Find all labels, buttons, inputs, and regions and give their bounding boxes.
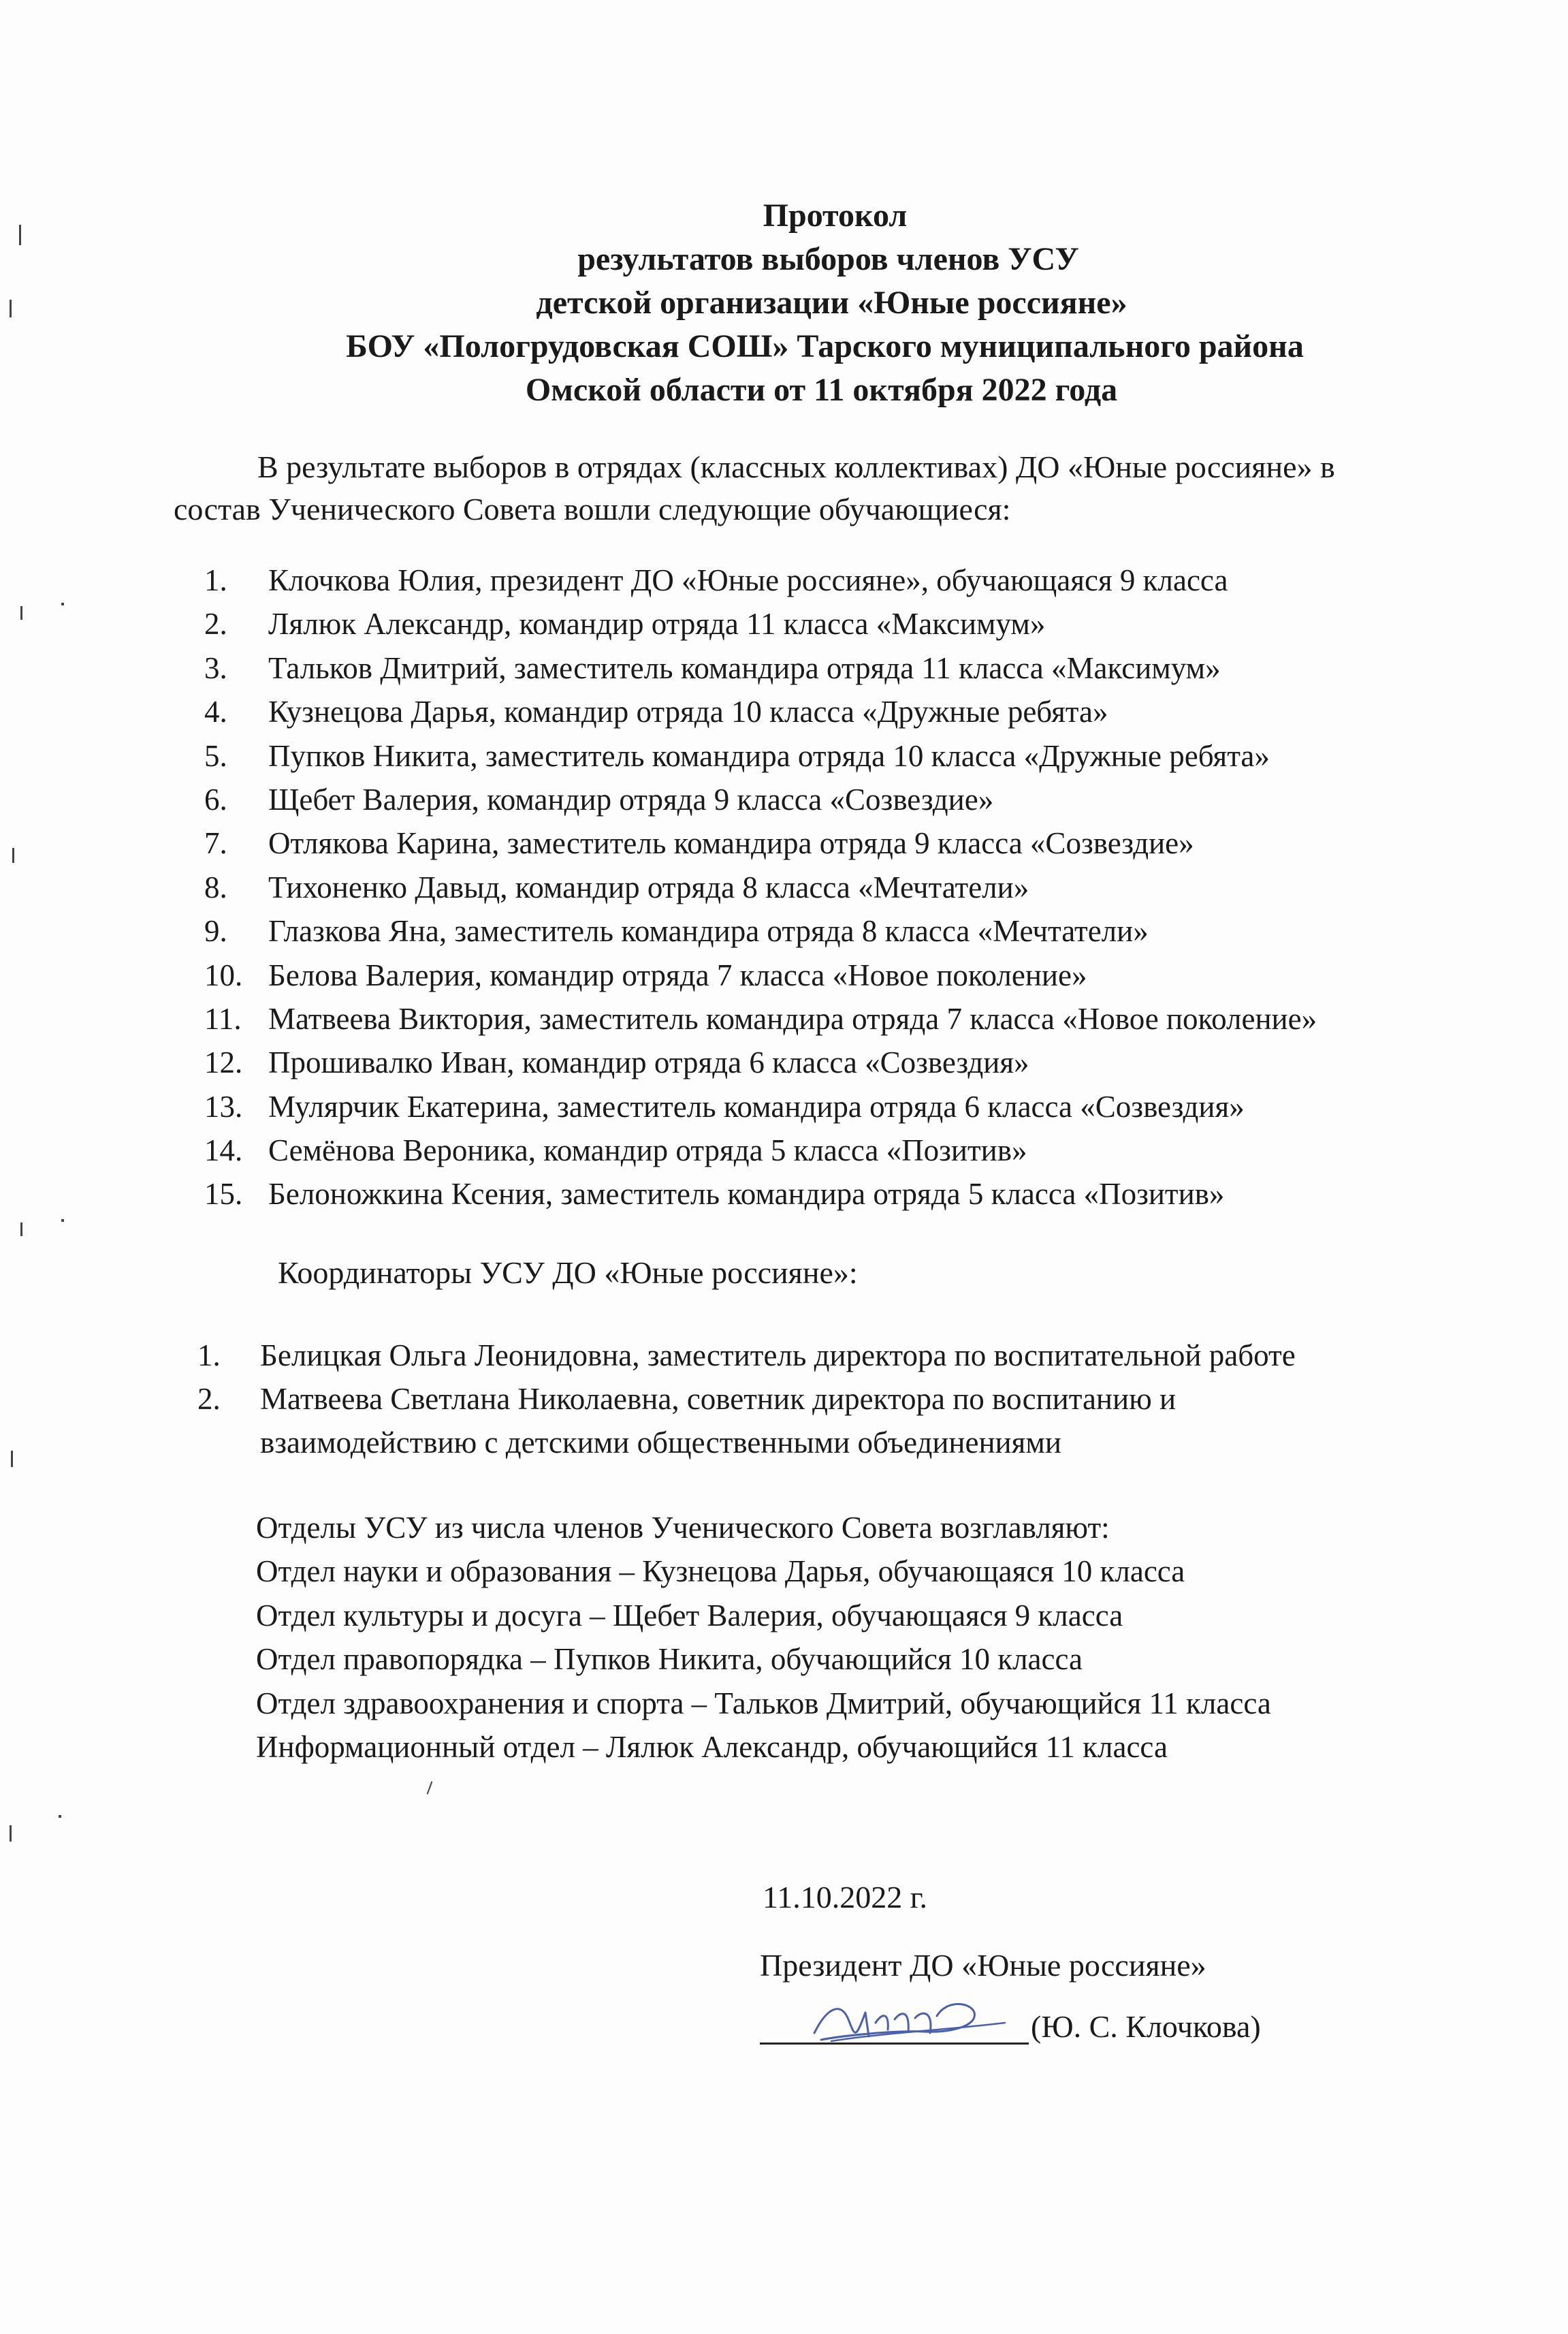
list-item — [204, 909, 1317, 953]
item-text: Глазкова Яна, заместитель командира отряда 8 класса «Мечтатели» — [268, 914, 1149, 949]
list-item — [204, 646, 1317, 690]
item-number: 8. — [204, 870, 227, 904]
scan-speck — [11, 1451, 13, 1467]
list-item — [204, 1172, 1317, 1216]
item-text — [260, 1377, 1176, 1464]
list-item — [204, 866, 1317, 909]
intro-line: состав Ученического Совета вошли следующие обучающиеся: — [174, 492, 1011, 526]
document-date: 11.10.2022 г. — [763, 1880, 927, 1914]
department-line: Отдел правопорядка – Пупков Никита, обучающийся 10 класса — [256, 1642, 1083, 1677]
president-title: Президент ДО «Юные россияне» — [760, 1948, 1206, 1983]
departments-block — [256, 1506, 1271, 1769]
item-number: 9. — [204, 914, 227, 949]
item-number: 5. — [204, 738, 227, 773]
item-number: 6. — [204, 782, 227, 817]
intro-paragraph — [174, 446, 1467, 531]
list-item — [204, 690, 1317, 734]
item-number: 2. — [204, 607, 227, 642]
item-text-line: взаимодействию с детскими общественными объединениями — [260, 1425, 1061, 1460]
list-item — [204, 953, 1317, 997]
item-number: 15. — [204, 1177, 243, 1212]
scan-speck — [59, 1815, 61, 1818]
list-item — [204, 778, 1317, 821]
list-item — [197, 1334, 1296, 1377]
item-text: Кузнецова Дарья, командир отряда 10 класса «Дружные ребята» — [268, 695, 1108, 729]
coordinators-heading: Координаторы УСУ ДО «Юные россияне»: — [278, 1255, 858, 1290]
signatory-name: (Ю. С. Клочкова) — [1031, 2009, 1261, 2044]
item-text: Щебет Валерия, командир отряда 9 класса «Созвездие» — [268, 782, 994, 817]
item-text: Мулярчик Екатерина, заместитель командира отряда 6 класса «Созвездия» — [268, 1089, 1245, 1124]
list-item — [204, 821, 1317, 865]
item-text: Тихоненко Давыд, командир отряда 8 класса «Мечтатели» — [268, 870, 1029, 904]
title-line: детской организации «Юные россияне» — [536, 285, 1127, 321]
item-number: 11. — [204, 1001, 242, 1036]
item-text: Белоножкина Ксения, заместитель командира отряда 5 класса «Позитив» — [268, 1177, 1225, 1212]
item-text-line: Белицкая Ольга Леонидовна, заместитель директора по воспитательной работе — [260, 1338, 1296, 1372]
item-text: Белова Валерия, командир отряда 7 класса «Новое поколение» — [268, 958, 1087, 992]
scan-speck — [61, 1219, 64, 1222]
item-number: 10. — [204, 958, 243, 992]
department-line: Отдел науки и образования – Кузнецова Дарья, обучающаяся 10 класса — [256, 1554, 1185, 1589]
item-number: 1. — [204, 563, 227, 597]
list-item — [197, 1377, 1296, 1464]
item-number: 14. — [204, 1133, 243, 1168]
item-text: Прошивалко Иван, командир отряда 6 класса «Созвездия» — [268, 1045, 1029, 1080]
scan-speck — [19, 225, 21, 245]
item-number: 1. — [197, 1338, 221, 1372]
list-item — [204, 1041, 1317, 1084]
list-item — [204, 558, 1317, 602]
list-item — [204, 997, 1317, 1041]
item-number: 12. — [204, 1045, 243, 1080]
members-list — [204, 558, 1317, 1216]
item-number: 3. — [204, 650, 227, 685]
item-number: 4. — [204, 695, 227, 729]
title-line: БОУ «Пологрудовская СОШ» Тарского муниципального района — [346, 328, 1304, 364]
signature-row — [760, 1992, 1441, 2053]
scan-speck — [20, 1223, 22, 1236]
title-line: Омской области от 11 октября 2022 года — [525, 372, 1118, 408]
list-item — [204, 734, 1317, 778]
title-line: Протокол — [763, 198, 908, 234]
coordinators-list — [197, 1334, 1296, 1464]
item-text — [260, 1334, 1296, 1377]
scan-speck — [12, 848, 14, 863]
item-number: 7. — [204, 826, 227, 861]
item-number: 13. — [204, 1089, 243, 1124]
department-line: Информационный отдел – Лялюк Александр, обучающийся 11 класса — [256, 1730, 1168, 1765]
department-line: Отдел культуры и досуга – Щебет Валерия, обучающаяся 9 класса — [256, 1598, 1123, 1633]
item-number: 2. — [197, 1382, 221, 1416]
item-text: Лялюк Александр, командир отряда 11 класса «Максимум» — [268, 607, 1046, 642]
scan-speck — [20, 606, 22, 620]
item-text: Тальков Дмитрий, заместитель командира отряда 11 класса «Максимум» — [268, 650, 1221, 685]
departments-heading: Отделы УСУ из числа членов Ученического Совета возглавляют: — [256, 1511, 1110, 1545]
item-text: Клочкова Юлия, президент ДО «Юные россияне», обучающаяся 9 класса — [268, 563, 1228, 597]
handwritten-signature — [801, 1992, 1019, 2053]
item-text: Семёнова Вероника, командир отряда 5 класса «Позитив» — [268, 1133, 1027, 1168]
intro-line: В результате выборов в отрядах (классных коллективах) ДО «Юные россияне» в — [257, 450, 1335, 484]
department-line: Отдел здравоохранения и спорта – Тальков Дмитрий, обучающийся 11 класса — [256, 1686, 1271, 1720]
document-title — [0, 194, 1568, 412]
item-text-line: Матвеева Светлана Николаевна, советник директора по воспитанию и — [260, 1382, 1177, 1416]
item-text: Отлякова Карина, заместитель командира отряда 9 класса «Созвездие» — [268, 826, 1194, 861]
item-text: Матвеева Виктория, заместитель командира отряда 7 класса «Новое поколение» — [268, 1001, 1317, 1036]
list-item — [204, 1129, 1317, 1172]
scan-speck — [10, 1825, 12, 1842]
scan-speck — [10, 300, 12, 317]
item-text: Пупков Никита, заместитель командира отряда 10 класса «Дружные ребята» — [268, 738, 1270, 773]
list-item — [204, 1085, 1317, 1129]
title-line: результатов выборов членов УСУ — [577, 241, 1079, 277]
list-item — [204, 602, 1317, 646]
scan-speck — [427, 1781, 433, 1794]
scan-speck — [61, 603, 64, 605]
